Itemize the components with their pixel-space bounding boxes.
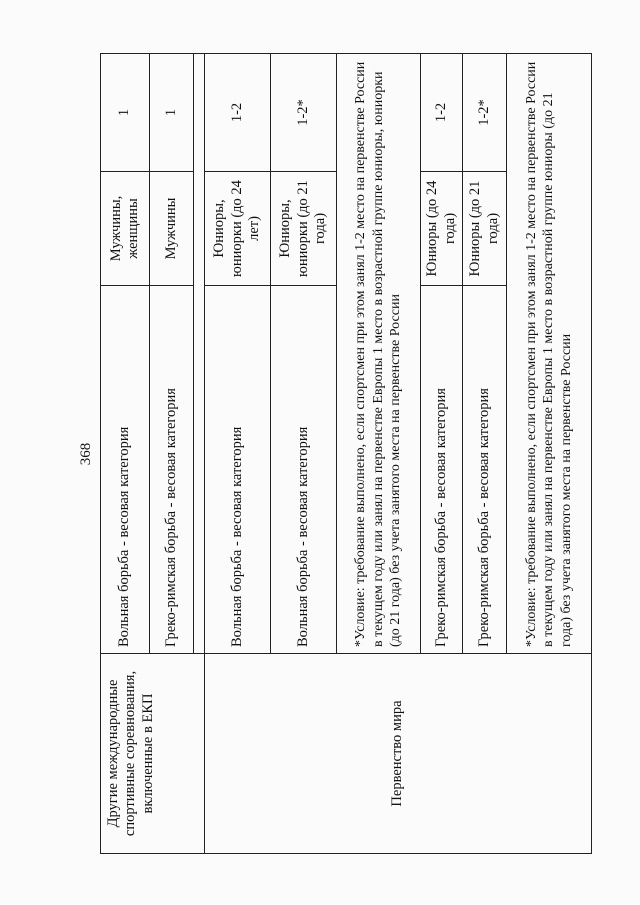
age-group-cell: Юниоры (до 21 года) (463, 172, 507, 286)
place-cell: 1-2* (271, 54, 337, 172)
discipline-cell: Греко-римская борьба - весовая категория (463, 286, 507, 654)
age-group-cell: Мужчины, женщины (101, 172, 150, 286)
age-group-cell: Юниоры, юниорки (до 24 лет) (205, 172, 271, 286)
discipline-cell: Вольная борьба - весовая категория (205, 286, 271, 654)
age-group-cell: Юниоры (до 24 года) (421, 172, 463, 286)
table-row (205, 54, 271, 854)
age-group-cell: Мужчины (150, 172, 194, 286)
place-cell: 1-2 (205, 54, 271, 172)
place-cell: 1-2 (421, 54, 463, 172)
competition-other-international: Другие международные спортивные соревнования, включенные в ЕКП (101, 654, 205, 854)
place-cell: 1-2* (463, 54, 507, 172)
sports-requirements-table (100, 53, 592, 854)
spacer-cell (194, 54, 205, 654)
age-group-cell: Юниоры, юниорки (до 21 года) (271, 172, 337, 286)
table-row (101, 54, 150, 854)
page-number: 368 (78, 442, 94, 466)
discipline-cell: Вольная борьба - весовая категория (271, 286, 337, 654)
place-cell: 1 (101, 54, 150, 172)
condition-note: *Условие: требование выполнено, если спортсмен при этом занял 1-2 место на первенстве России в текущем году или занял на первенстве Европы 1 место в возрастной группе юниоры, юниорки (до 21 года) без учета занятого места на первенстве России (337, 54, 421, 654)
rotated-page (72, 54, 574, 854)
condition-note: *Условие: требование выполнено, если спортсмен при этом занял 1-2 место на первенстве России в текущем году или занял на первенстве Европы 1 место в возрастной группе юниоры (до 21 года) без учета занятого места на первенстве России (507, 54, 592, 654)
discipline-cell: Греко-римская борьба - весовая категория (421, 286, 463, 654)
competition-world-championship: Первенство мира (205, 654, 592, 854)
discipline-cell: Греко-римская борьба - весовая категория (150, 286, 194, 654)
discipline-cell: Вольная борьба - весовая категория (101, 286, 150, 654)
place-cell: 1 (150, 54, 194, 172)
